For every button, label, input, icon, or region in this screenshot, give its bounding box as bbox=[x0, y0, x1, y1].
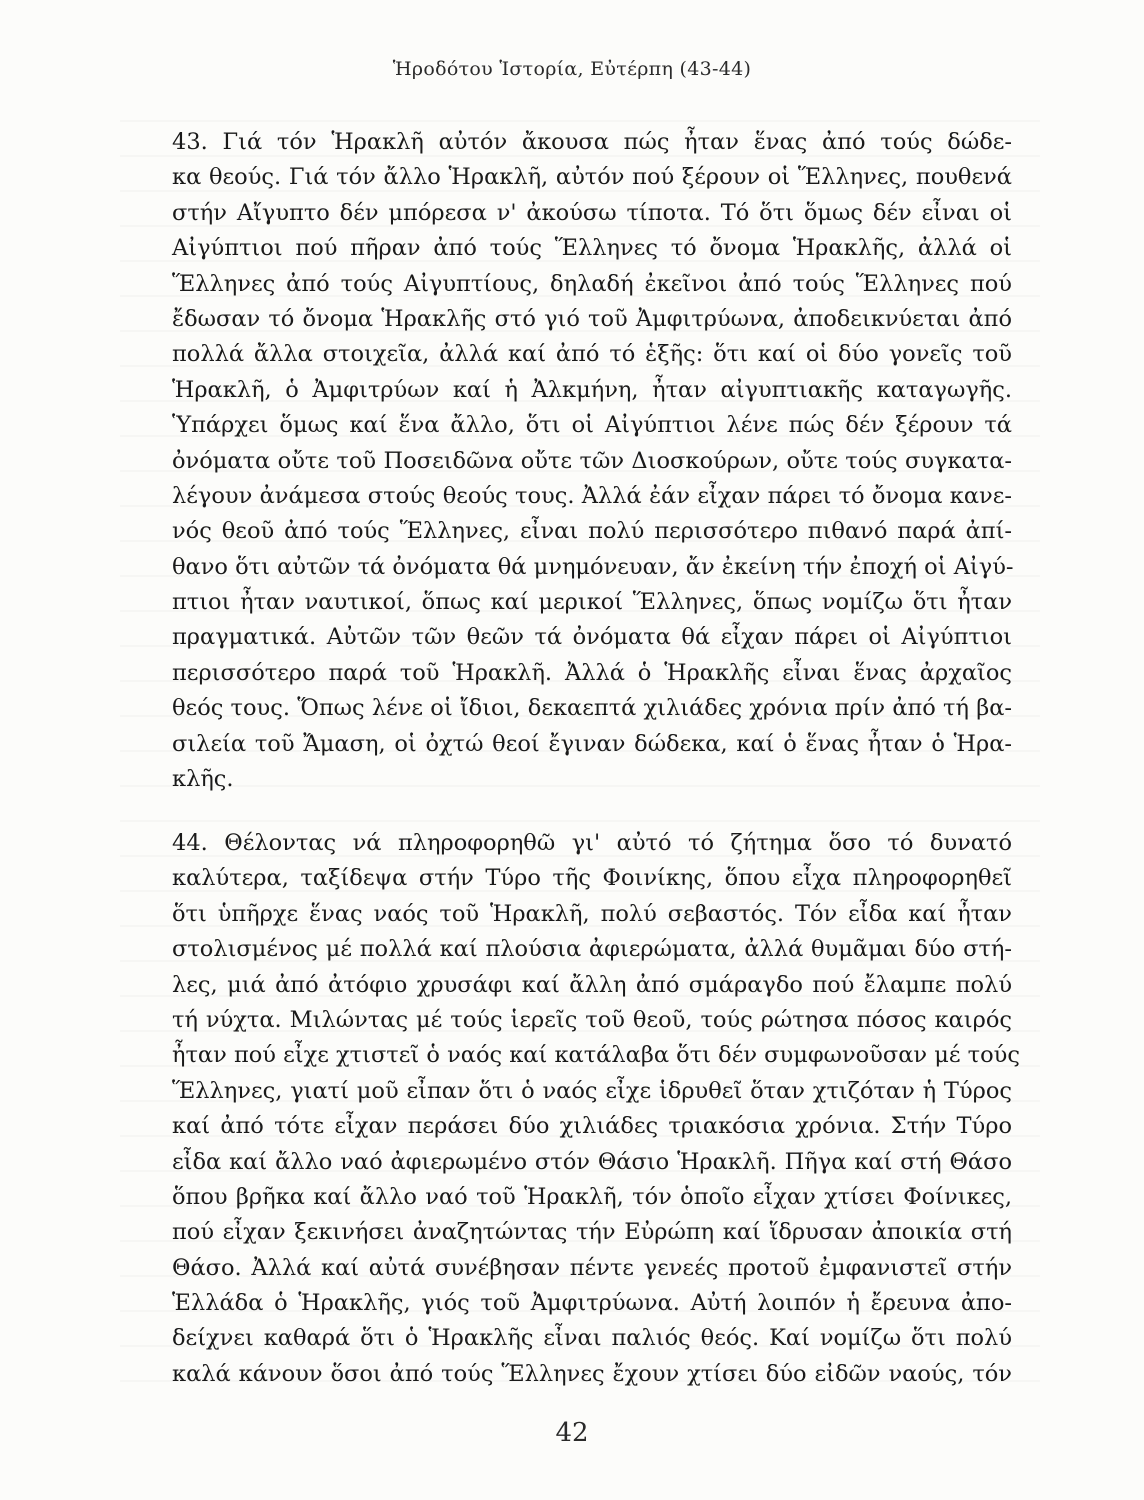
text-line: πτιοι ἦταν ναυτικοί, ὅπως καί μερικοί Ἕλληνες, ὅπως νομίζω ὅτι ἦταν bbox=[172, 589, 1012, 616]
text-line: Αἰγύπτιοι πού πῆραν ἀπό τούς Ἕλληνες τό ὄνομα Ἡρακλῆς, ἀλλά οἱ bbox=[172, 235, 1012, 262]
text-line: καλά κάνουν ὅσοι ἀπό τούς Ἕλληνες ἔχουν χτίσει δύο εἰδῶν ναούς, τόν bbox=[172, 1360, 1012, 1387]
text-line: νός θεοῦ ἀπό τούς Ἕλληνες, εἶναι πολύ περισσότερο πιθανό παρά ἀπί- bbox=[172, 518, 1012, 545]
text-line: ἦταν πού εἶχε χτιστεῖ ὁ ναός καί κατάλαβα ὅτι δέν συμφωνοῦσαν μέ τούς bbox=[172, 1042, 1020, 1069]
text-line: Ὑπάρχει ὅμως καί ἕνα ἄλλο, ὅτι οἱ Αἰγύπτιοι λένε πώς δέν ξέρουν τά bbox=[172, 412, 1012, 439]
text-line: ὅτι ὑπῆρχε ἕνας ναός τοῦ Ἡρακλῆ, πολύ σεβαστός. Τόν εἶδα καί ἦταν bbox=[172, 900, 1012, 927]
text-line: κα θεούς. Γιά τόν ἄλλο Ἡρακλῆ, αὐτόν πού ξέρουν οἱ Ἕλληνες, πουθενά bbox=[172, 164, 1012, 191]
text-line: λες, μιά ἀπό ἀτόφιο χρυσάφι καί ἄλλη ἀπό σμάραγδο πού ἔλαμπε πολύ bbox=[172, 971, 1012, 998]
running-header: Ἡροδότου Ἱστορία, Εὐτέρπη (43-44) bbox=[392, 58, 752, 80]
text-line: δείχνει καθαρά ὅτι ὁ Ἡρακλῆς εἶναι παλιός θεός. Καί νομίζω ὅτι πολύ bbox=[172, 1325, 1012, 1352]
text-line: Ἕλληνες ἀπό τούς Αἰγυπτίους, δηλαδή ἐκεῖνοι ἀπό τούς Ἕλληνες πού bbox=[172, 270, 1012, 297]
text-line: στολισμένος μέ πολλά καί πλούσια ἀφιερώματα, ἀλλά θυμᾶμαι δύο στή- bbox=[172, 936, 1012, 963]
text-line: κλῆς. bbox=[172, 766, 234, 793]
text-line: λέγουν ἀνάμεσα στούς θεούς τους. Ἀλλά ἐάν εἶχαν πάρει τό ὄνομα κανε- bbox=[172, 482, 1012, 509]
text-line: πραγματικά. Αὐτῶν τῶν θεῶν τά ὀνόματα θά εἶχαν πάρει οἱ Αἰγύπτιοι bbox=[172, 624, 1012, 651]
text-line: Ἑλλάδα ὁ Ἡρακλῆς, γιός τοῦ Ἀμφιτρύωνα. Αὐτή λοιπόν ἡ ἔρευνα ἀπο- bbox=[172, 1290, 1012, 1317]
text-line: σιλεία τοῦ Ἄμαση, οἱ ὀχτώ θεοί ἔγιναν δώδεκα, καί ὁ ἕνας ἦταν ὁ Ἡρα- bbox=[172, 730, 1012, 757]
text-line: τή νύχτα. Μιλώντας μέ τούς ἱερεῖς τοῦ θεοῦ, τούς ρώτησα πόσος καιρός bbox=[172, 1006, 1012, 1033]
text-line: Ἕλληνες, γιατί μοῦ εἶπαν ὅτι ὁ ναός εἶχε ἱδρυθεῖ ὅταν χτιζόταν ἡ Τύρος bbox=[172, 1077, 1012, 1104]
text-line: ἔδωσαν τό ὄνομα Ἡρακλῆς στό γιό τοῦ Ἀμφιτρύωνα, ἀποδεικνύεται ἀπό bbox=[172, 305, 1012, 332]
text-line: πολλά ἄλλα στοιχεῖα, ἀλλά καί ἀπό τό ἑξῆς: ὅτι καί οἱ δύο γονεῖς τοῦ bbox=[172, 341, 1012, 368]
text-line: θεός τους. Ὅπως λένε οἱ ἴδιοι, δεκαεπτά χιλιάδες χρόνια πρίν ἀπό τή βα- bbox=[172, 695, 1012, 722]
page-number: 42 bbox=[555, 1418, 589, 1448]
text-line: στήν Αἴγυπτο δέν μπόρεσα ν' ἀκούσω τίποτα. Τό ὅτι ὅμως δέν εἶναι οἱ bbox=[172, 199, 1012, 226]
chapter-43-paragraph bbox=[172, 125, 1012, 797]
text-line: εἶδα καί ἄλλο ναό ἀφιερωμένο στόν Θάσιο Ἡρακλῆ. Πῆγα καί στή Θάσο bbox=[172, 1148, 1012, 1175]
text-line: Ἡρακλῆ, ὁ Ἀμφιτρύων καί ἡ Ἀλκμήνη, ἦταν αἰγυπτιακῆς καταγωγῆς. bbox=[172, 376, 1012, 403]
chapter-44-paragraph bbox=[172, 826, 1020, 1392]
text-line: 44. Θέλοντας νά πληροφορηθῶ γι' αὐτό τό ζήτημα ὅσο τό δυνατό bbox=[172, 830, 1012, 856]
text-line: καί ἀπό τότε εἶχαν περάσει δύο χιλιάδες τριακόσια χρόνια. Στήν Τύρο bbox=[172, 1113, 1012, 1140]
text-line: περισσότερο παρά τοῦ Ἡρακλῆ. Ἀλλά ὁ Ἡρακλῆς εἶναι ἕνας ἀρχαῖος bbox=[172, 659, 1012, 686]
text-line: ὅπου βρῆκα καί ἄλλο ναό τοῦ Ἡρακλῆ, τόν ὁποῖο εἶχαν χτίσει Φοίνικες, bbox=[172, 1183, 1012, 1210]
text-line: θανο ὅτι αὐτῶν τά ὀνόματα θά μνημόνευαν, ἄν ἐκείνη τήν ἐποχή οἱ Αἰγύ- bbox=[172, 553, 1014, 580]
text-line: πού εἶχαν ξεκινήσει ἀναζητώντας τήν Εὐρώπη καί ἵδρυσαν ἀποικία στή bbox=[172, 1219, 1012, 1246]
text-line: Θάσο. Ἀλλά καί αὐτά συνέβησαν πέντε γενεές προτοῦ ἐμφανιστεῖ στήν bbox=[172, 1254, 1012, 1281]
text-line: 43. Γιά τόν Ἡρακλῆ αὐτόν ἄκουσα πώς ἦταν ἕνας ἀπό τούς δώδε- bbox=[172, 129, 1012, 155]
text-line: ὀνόματα οὔτε τοῦ Ποσειδῶνα οὔτε τῶν Διοσκούρων, οὔτε τούς συγκατα- bbox=[172, 447, 1012, 474]
text-line: καλύτερα, ταξίδεψα στήν Τύρο τῆς Φοινίκης, ὅπου εἶχα πληροφορηθεῖ bbox=[172, 865, 1012, 892]
